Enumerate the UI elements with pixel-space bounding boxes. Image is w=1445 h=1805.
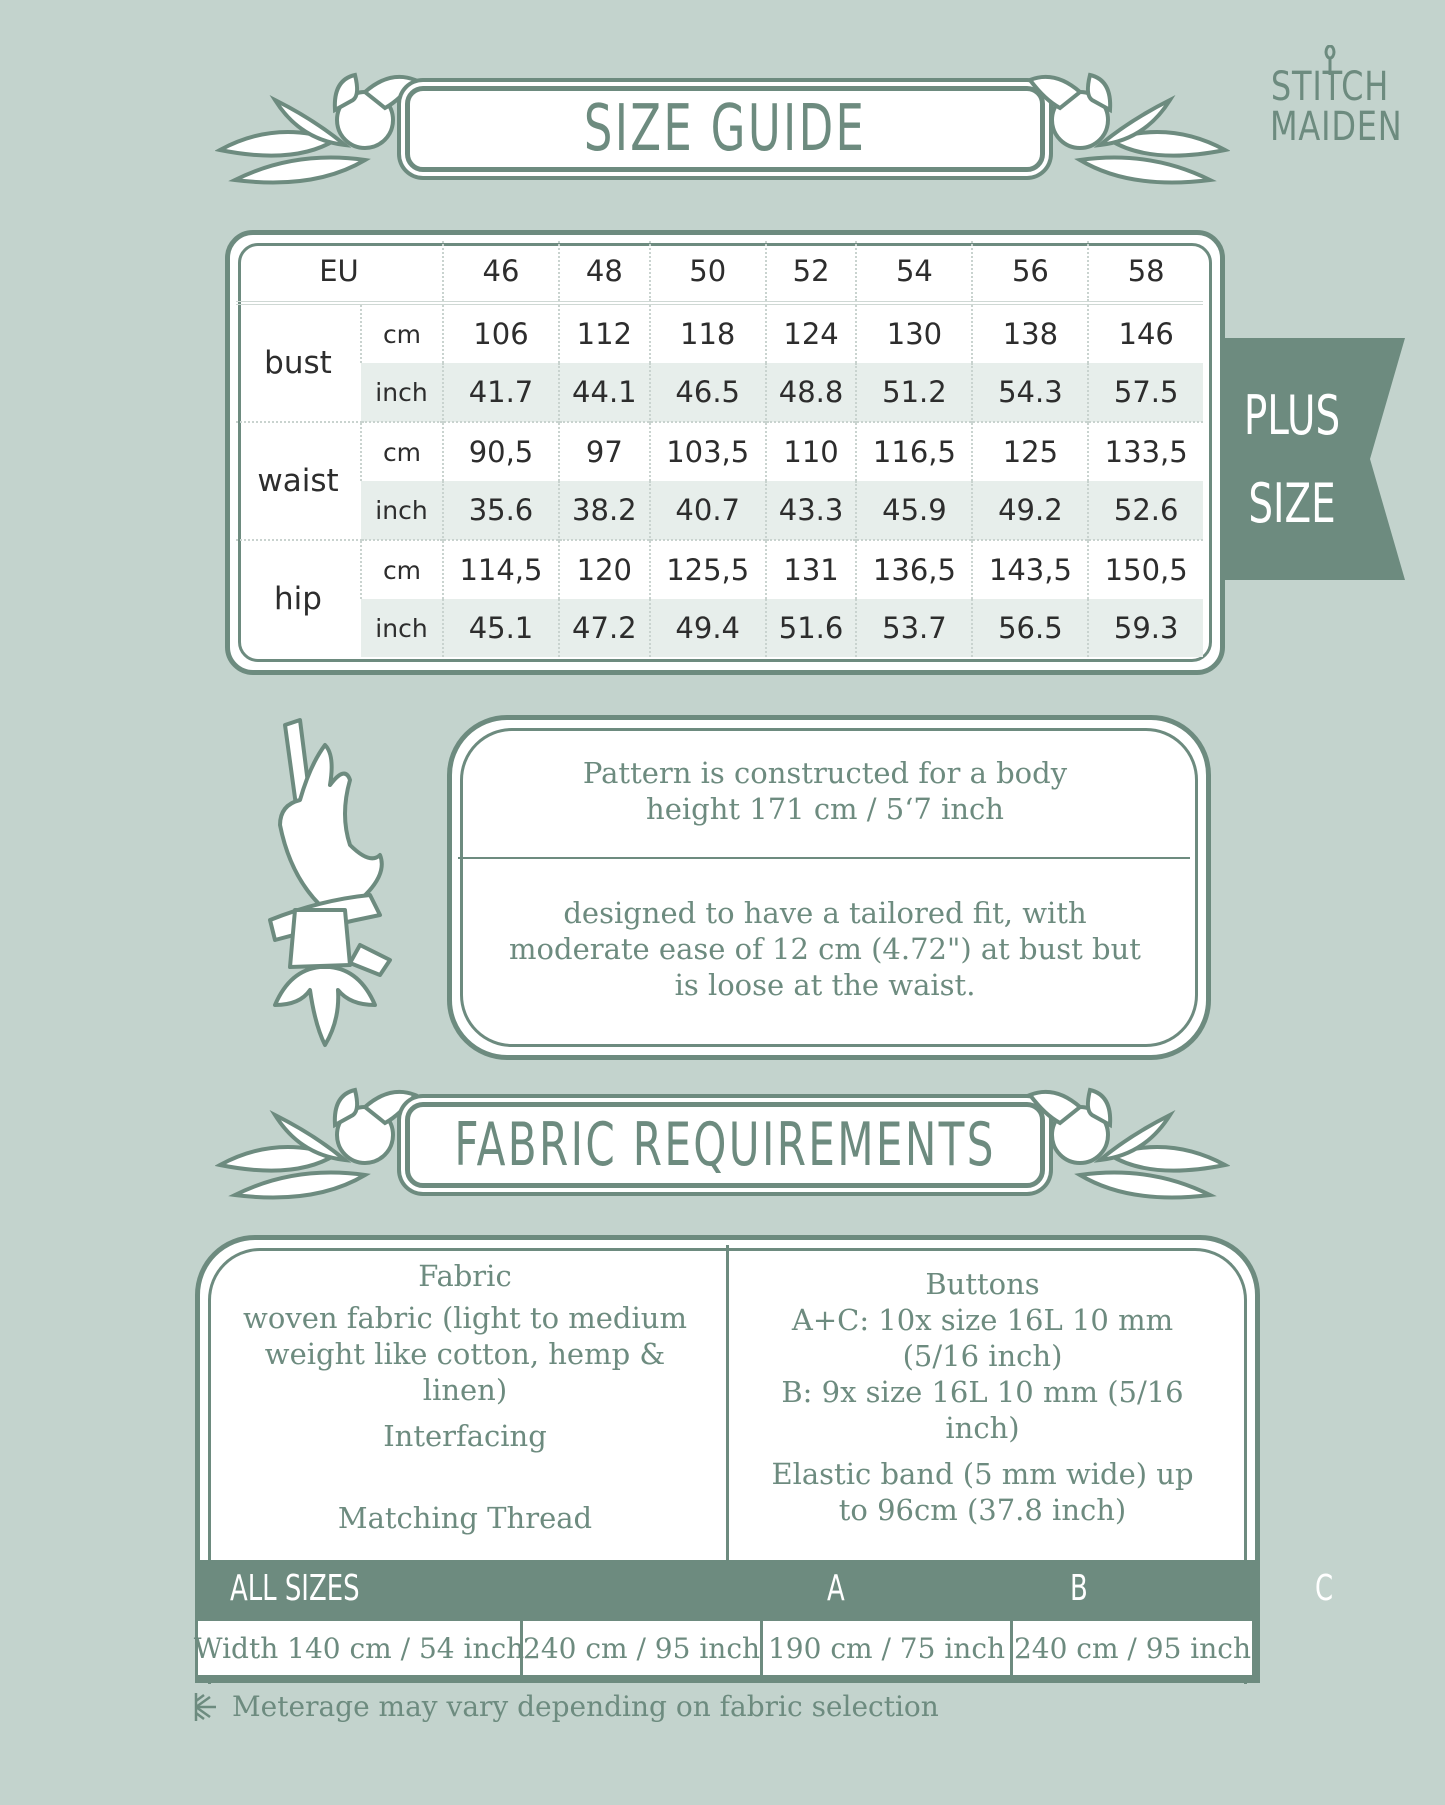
fabric-label: Fabric xyxy=(418,1259,512,1293)
value-cell: 110 xyxy=(766,422,857,481)
value-cell: 120 xyxy=(559,540,650,599)
header-c: C xyxy=(1315,1568,1334,1609)
size-cell: 54 xyxy=(856,241,972,303)
value-cell: 97 xyxy=(559,422,650,481)
requirements-value-row xyxy=(195,1618,1255,1678)
size-cell: 46 xyxy=(443,241,559,303)
size-cell: 56 xyxy=(972,241,1088,303)
table-row xyxy=(236,422,1203,481)
elastic-band: Elastic band (5 mm wide) up to 96cm (37.8 inch) xyxy=(771,1457,1194,1527)
value-cell: 43.3 xyxy=(766,481,857,540)
value-cell: 130 xyxy=(856,303,972,363)
unit-cm: cm xyxy=(361,422,443,481)
value-cell: 49.2 xyxy=(972,481,1088,540)
value-cell: 118 xyxy=(650,303,766,363)
body-height-note: Pattern is constructed for a body height 171 cm / 5‘7 inch xyxy=(582,756,1068,826)
logo-line-2: MAIDEN xyxy=(1270,104,1403,150)
value-cell: 103,5 xyxy=(650,422,766,481)
table-row xyxy=(236,599,1203,657)
value-cell: 138 xyxy=(972,303,1088,363)
value-cell: 44.1 xyxy=(559,363,650,422)
size-header-row xyxy=(236,241,1203,303)
value-cell: 125,5 xyxy=(650,540,766,599)
size-table xyxy=(236,241,1203,657)
buttons-b: B: 9x size 16L 10 mm (5/16 inch) xyxy=(781,1375,1184,1445)
value-cell: 47.2 xyxy=(559,599,650,657)
eu-label: EU xyxy=(319,254,359,288)
value-cell: 112 xyxy=(559,303,650,363)
logo-line-1: STITCH xyxy=(1270,64,1390,110)
size-label: SIZE xyxy=(1248,472,1336,535)
value-cell: 48.8 xyxy=(766,363,857,422)
measure-label-hip: hip xyxy=(236,540,361,657)
unit-inch: inch xyxy=(361,363,443,422)
value-cell: 40.7 xyxy=(650,481,766,540)
table-row xyxy=(236,540,1203,599)
meterage-a-cell: 240 cm / 95 inch xyxy=(520,1621,760,1675)
plus-label: PLUS xyxy=(1243,384,1341,447)
value-cell: 38.2 xyxy=(559,481,650,540)
value-cell: 150,5 xyxy=(1088,540,1203,599)
value-cell: 106 xyxy=(443,303,559,363)
unit-cm: cm xyxy=(361,303,443,363)
flower-flourish-right-icon xyxy=(1020,1085,1230,1200)
value-cell: 57.5 xyxy=(1088,363,1203,422)
meterage-b-cell: 190 cm / 75 inch xyxy=(760,1621,1010,1675)
sprig-icon xyxy=(192,1691,218,1723)
thread-label: Matching Thread xyxy=(337,1501,593,1535)
requirements-header-row xyxy=(195,1560,1334,1618)
value-cell: 90,5 xyxy=(443,422,559,481)
unit-cm: cm xyxy=(361,540,443,599)
value-cell: 56.5 xyxy=(972,599,1088,657)
measure-label-bust: bust xyxy=(264,345,332,381)
table-row xyxy=(236,363,1203,422)
value-cell: 146 xyxy=(1088,303,1203,363)
value-cell: 51.6 xyxy=(766,599,857,657)
meterage-c-cell: 240 cm / 95 inch xyxy=(1010,1621,1252,1675)
value-cell: 49.4 xyxy=(650,599,766,657)
value-cell: 133,5 xyxy=(1088,422,1203,481)
value-cell: 59.3 xyxy=(1088,599,1203,657)
fabric-column-divider xyxy=(726,1245,729,1560)
unit-inch: inch xyxy=(361,481,443,540)
value-cell: 41.7 xyxy=(443,363,559,422)
value-cell: 45.9 xyxy=(856,481,972,540)
note-divider xyxy=(458,857,1190,859)
size-cell: 52 xyxy=(766,241,857,303)
value-cell: 53.7 xyxy=(856,599,972,657)
size-cell: 50 xyxy=(650,241,766,303)
unit-inch: inch xyxy=(361,599,443,657)
measure-label-waist: waist xyxy=(236,422,361,540)
fit-note: designed to have a tailored fit, with moderate ease of 12 cm (4.72") at bust but is loose at the waist. xyxy=(509,896,1141,1002)
hand-measuring-tape-icon xyxy=(250,705,400,1055)
fabric-requirements-plate xyxy=(405,1102,1045,1188)
size-guide-plate xyxy=(405,86,1045,172)
table-row xyxy=(236,481,1203,540)
value-cell: 35.6 xyxy=(443,481,559,540)
width-cell: Width 140 cm / 54 inch xyxy=(193,1631,525,1665)
size-cell: 48 xyxy=(559,241,650,303)
footnote-text: Meterage may vary depending on fabric selection xyxy=(232,1690,939,1723)
fabric-description: woven fabric (light to medium weight like cotton, hemp & linen) xyxy=(243,1301,687,1407)
buttons-label: Buttons xyxy=(925,1267,1040,1301)
buttons-ac: A+C: 10x size 16L 10 mm (5/16 inch) xyxy=(791,1303,1174,1373)
value-cell: 116,5 xyxy=(856,422,972,481)
stitch-maiden-logo xyxy=(1255,45,1405,165)
fabric-requirements-title: FABRIC REQUIREMENTS xyxy=(454,1110,996,1180)
flower-flourish-right-icon xyxy=(1020,70,1230,185)
value-cell: 131 xyxy=(766,540,857,599)
size-guide-title: SIZE GUIDE xyxy=(583,92,867,166)
table-row xyxy=(236,303,1203,363)
value-cell: 114,5 xyxy=(443,540,559,599)
value-cell: 125 xyxy=(972,422,1088,481)
value-cell: 124 xyxy=(766,303,857,363)
value-cell: 143,5 xyxy=(972,540,1088,599)
value-cell: 52.6 xyxy=(1088,481,1203,540)
size-cell: 58 xyxy=(1088,241,1203,303)
interfacing-label: Interfacing xyxy=(383,1419,547,1453)
flower-flourish-left-icon xyxy=(215,70,425,185)
plus-size-label xyxy=(1242,372,1343,548)
meterage-footnote xyxy=(192,1690,939,1723)
flower-flourish-left-icon xyxy=(215,1085,425,1200)
value-cell: 45.1 xyxy=(443,599,559,657)
header-a: A xyxy=(827,1568,845,1609)
value-cell: 51.2 xyxy=(856,363,972,422)
header-b: B xyxy=(1070,1568,1088,1609)
value-cell: 46.5 xyxy=(650,363,766,422)
value-cell: 54.3 xyxy=(972,363,1088,422)
value-cell: 136,5 xyxy=(856,540,972,599)
header-all-sizes: ALL SIZES xyxy=(230,1568,360,1609)
